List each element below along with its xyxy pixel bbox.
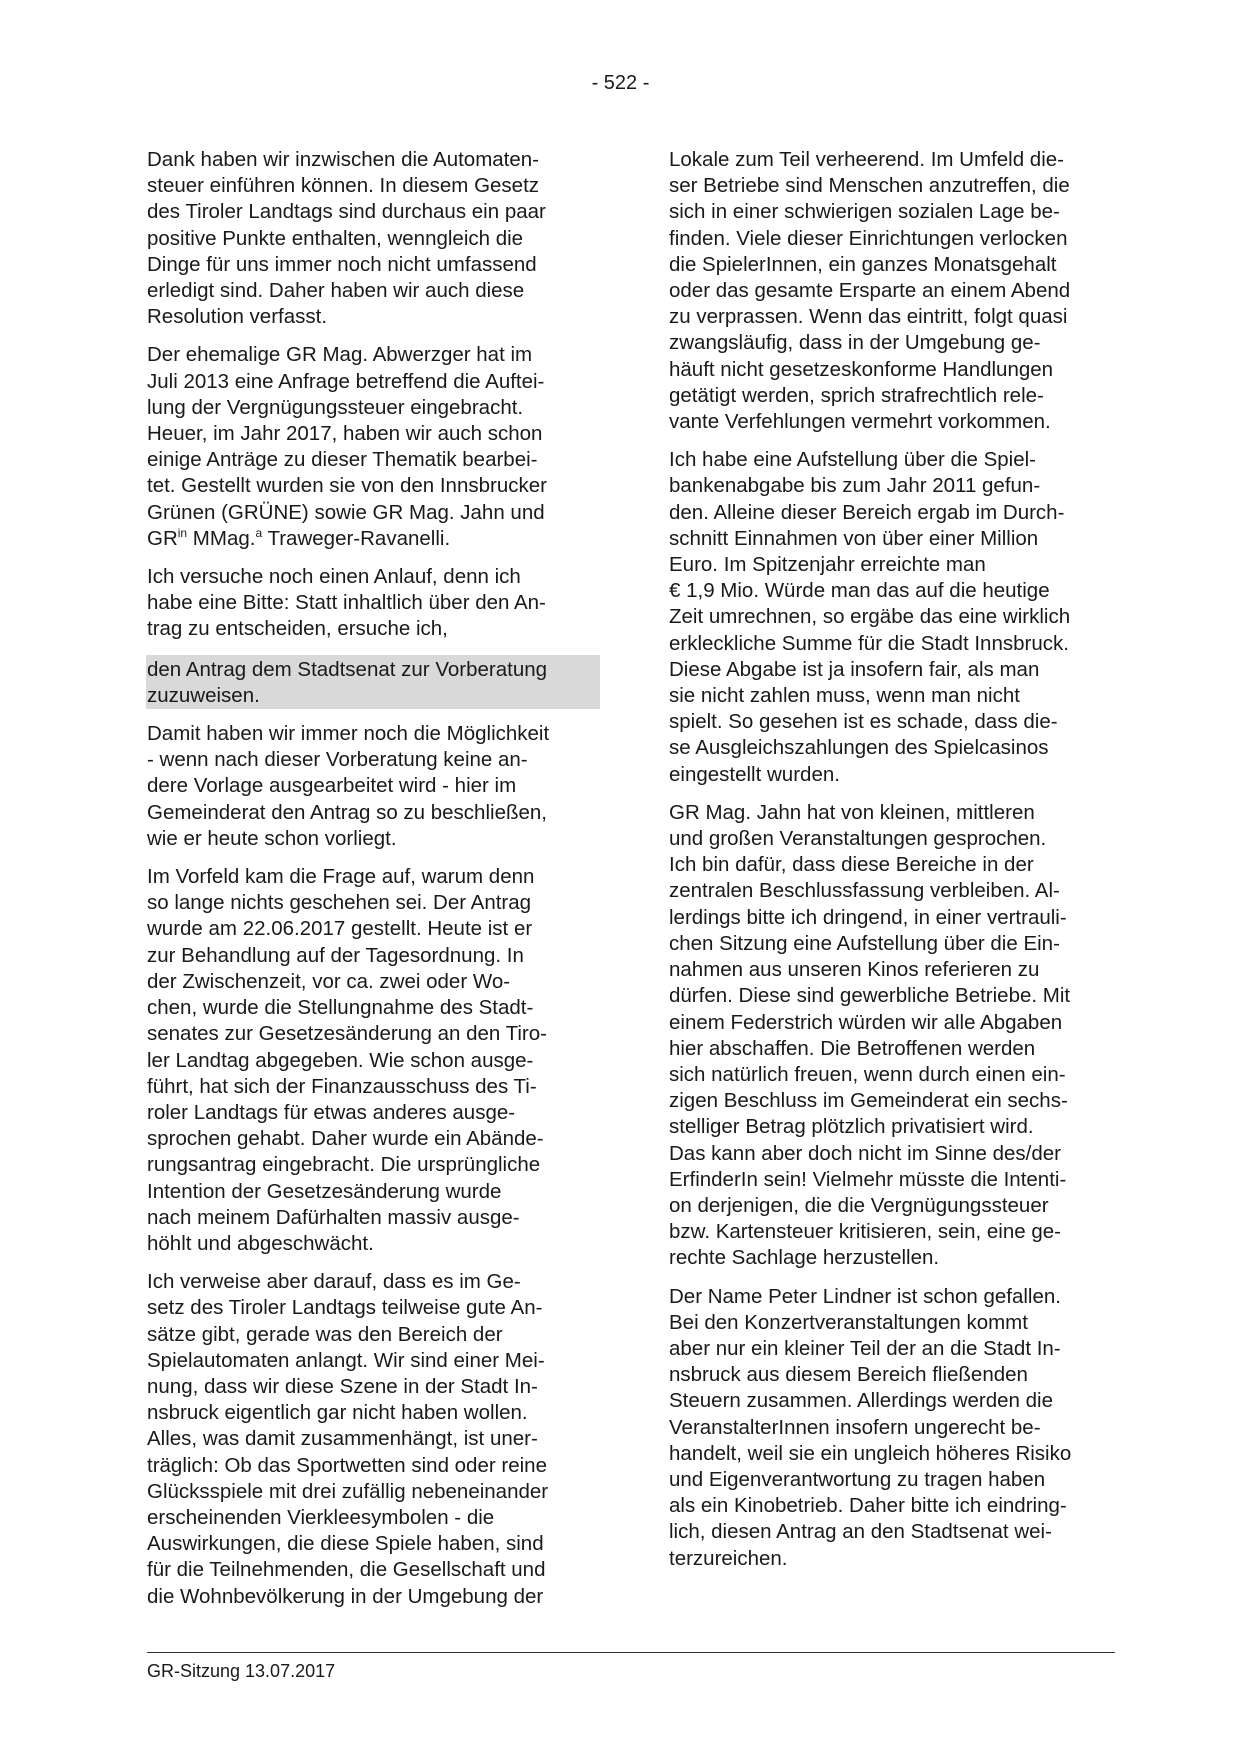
text-line: wurde am 22.06.2017 gestellt. Heute ist er	[147, 917, 533, 941]
text-line: chen, wurde die Stellungnahme des Stadt-	[147, 996, 534, 1020]
text-line: nahmen aus unseren Kinos referieren zu	[669, 958, 1040, 982]
text-line: aber nur ein kleiner Teil der an die Stadt In-	[669, 1336, 1061, 1360]
text-line: zentralen Beschlussfassung verbleiben. Al-	[669, 879, 1060, 903]
gr-superscript: in	[177, 525, 188, 540]
text-line: Ich bin dafür, dass diese Bereiche in der	[669, 853, 1034, 877]
text-line: erkleckliche Summe für die Stadt Innsbruck.	[669, 631, 1069, 655]
text-line: nach meinem Dafürhalten massiv ausge-	[147, 1205, 520, 1229]
gr-text: GR	[147, 526, 178, 550]
text-line: Spielautomaten anlangt. Wir sind einer Mei-	[147, 1348, 545, 1372]
text-line: steuer einführen können. In diesem Gesetz	[147, 174, 540, 198]
text-line: stelliger Betrag plötzlich privatisiert wird.	[669, 1115, 1034, 1139]
text-line: - wenn nach dieser Vorberatung keine an-	[147, 748, 528, 772]
text-line: oder das gesamte Ersparte an einem Abend	[669, 279, 1071, 303]
text-line: einige Anträge zu dieser Thematik bearbei-	[147, 448, 538, 472]
text-line: Juli 2013 eine Anfrage betreffend die Auftei-	[147, 369, 545, 393]
text-line: zu verprassen. Wenn das eintritt, folgt quasi	[669, 305, 1068, 329]
footer-session-date: GR-Sitzung 13.07.2017	[147, 1661, 336, 1681]
text-line: als ein Kinobetrieb. Daher bitte ich eindring-	[669, 1494, 1067, 1518]
text-line: wie er heute schon vorliegt.	[147, 826, 397, 850]
text-line: Ich verweise aber darauf, dass es im Ge-	[147, 1270, 521, 1294]
text-line: ErfinderIn sein! Vielmehr müsste die Intenti-	[669, 1167, 1067, 1191]
text-line: habe eine Bitte: Statt inhaltlich über den An-	[147, 591, 546, 615]
paragraph-6	[147, 1269, 607, 1610]
text-line: Zeit umrechnen, so ergäbe das eine wirklich	[669, 605, 1071, 629]
text-line: getätigt werden, sprich strafrechtlich rele-	[669, 383, 1044, 407]
text-line: Der ehemalige GR Mag. Abwerzger hat im	[147, 343, 533, 367]
paragraph-7	[669, 147, 1129, 435]
text-line: führt, hat sich der Finanzausschuss des Ti-	[147, 1074, 537, 1098]
text-line: lerdings bitte ich dringend, in einer vertrauli-	[669, 905, 1067, 929]
text-line: Auswirkungen, die diese Spiele haben, sind	[147, 1532, 544, 1556]
mmag-superscript: a	[255, 525, 263, 540]
text-line: setz des Tiroler Landtags teilweise gute An-	[147, 1296, 543, 1320]
text-line: rungsantrag eingebracht. Die ursprüngliche	[147, 1153, 541, 1177]
mmag-text: MMag.	[192, 526, 256, 550]
text-line: sich in einer schwierigen sozialen Lage be-	[669, 200, 1060, 224]
text-line: roler Landtags für etwas anderes ausge-	[147, 1100, 516, 1124]
text-line: positive Punkte enthalten, wenngleich die	[147, 226, 524, 250]
text-line: sie nicht zahlen muss, wenn man nicht	[669, 684, 1020, 708]
text-line: und Eigenverantwortung zu tragen haben	[669, 1467, 1046, 1491]
text-line: sich natürlich freuen, wenn durch einen ein-	[669, 1062, 1066, 1086]
text-line: se Ausgleichszahlungen des Spielcasinos	[669, 736, 1049, 760]
paragraph-10	[669, 1284, 1129, 1572]
motion-line: den Antrag dem Stadtsenat zur Vorberatung	[147, 657, 548, 681]
text-line: Glücksspiele mit drei zufällig nebeneinander	[147, 1479, 549, 1503]
right-column	[669, 147, 1129, 1584]
text-line: lung der Vergnügungssteuer eingebracht.	[147, 395, 524, 419]
text-line: spielt. So gesehen ist es schade, dass die-	[669, 710, 1058, 734]
text-line: so lange nichts geschehen sei. Der Antrag	[147, 891, 532, 915]
text-line: Der Name Peter Lindner ist schon gefallen.	[669, 1284, 1061, 1308]
text-line: Alles, was damit zusammenhängt, ist uner-	[147, 1427, 538, 1451]
left-column	[147, 147, 607, 1622]
text-line: Im Vorfeld kam die Frage auf, warum denn	[147, 865, 535, 889]
text-line: Ich versuche noch einen Anlauf, denn ich	[147, 565, 521, 589]
text-line: Ich habe eine Aufstellung über die Spiel-	[669, 448, 1036, 472]
text-line: hier abschaffen. Die Betroffenen werden	[669, 1036, 1036, 1060]
text-line: häuft nicht gesetzeskonforme Handlungen	[669, 357, 1054, 381]
text-line: Grünen (GRÜNE) sowie GR Mag. Jahn und	[147, 500, 545, 524]
text-line: Gemeinderat den Antrag so zu beschließen,	[147, 800, 547, 824]
text-line: zigen Beschluss im Gemeinderat ein sechs-	[669, 1089, 1068, 1113]
text-line: senates zur Gesetzesänderung an den Tiro-	[147, 1022, 547, 1046]
footer-divider	[147, 1652, 1115, 1653]
text-line: Euro. Im Spitzenjahr erreichte man	[669, 553, 986, 577]
text-line: VeranstalterInnen insofern ungerecht be-	[669, 1415, 1041, 1439]
text-line: Heuer, im Jahr 2017, haben wir auch schon	[147, 422, 543, 446]
text-line: dere Vorlage ausgearbeitet wird - hier im	[147, 774, 517, 798]
text-line: ler Landtag abgegeben. Wie schon ausge-	[147, 1048, 534, 1072]
page-number: - 522 -	[591, 72, 650, 94]
text-line: nung, dass wir diese Szene in der Stadt In-	[147, 1374, 538, 1398]
text-line: Steuern zusammen. Allerdings werden die	[669, 1389, 1054, 1413]
paragraph-9	[669, 800, 1129, 1272]
motion-line: zuzuweisen.	[147, 683, 260, 707]
text-line: schnitt Einnahmen von über einer Million	[669, 526, 1039, 550]
text-line: ser Betriebe sind Menschen anzutreffen, die	[669, 174, 1070, 198]
text-line: Dank haben wir inzwischen die Automaten-	[147, 148, 539, 171]
text-line: Das kann aber doch nicht im Sinne des/der	[669, 1141, 1062, 1165]
text-line: erscheinenden Vierkleesymbolen - die	[147, 1505, 495, 1529]
paragraph-3	[147, 564, 607, 643]
text-line: Intention der Gesetzesänderung wurde	[147, 1179, 502, 1203]
text-line: trag zu entscheiden, ersuche ich,	[147, 617, 448, 641]
text-line: bankenabgabe bis zum Jahr 2011 gefun-	[669, 474, 1041, 498]
paragraph-8	[669, 447, 1129, 788]
text-line: on derjenigen, die die Vergnügungssteuer	[669, 1193, 1049, 1217]
text-line: Dinge für uns immer noch nicht umfassend	[147, 252, 537, 276]
text-line: handelt, weil sie ein ungleich höheres Risiko	[669, 1441, 1072, 1465]
text-line: sprochen gehabt. Daher wurde ein Abände-	[147, 1127, 544, 1151]
text-line: zur Behandlung auf der Tagesordnung. In	[147, 943, 524, 967]
text-line: die SpielerInnen, ein ganzes Monatsgehalt	[669, 252, 1057, 276]
text-line: nsbruck aus diesem Bereich fließenden	[669, 1363, 1028, 1387]
paragraph-2	[147, 342, 607, 552]
paragraph-1	[147, 147, 607, 330]
text-line: terzureichen.	[669, 1546, 788, 1570]
text-line: erledigt sind. Daher haben wir auch diese	[147, 279, 525, 303]
text-line: € 1,9 Mio. Würde man das auf die heutige	[669, 579, 1050, 603]
text-line: höhlt und abgeschwächt.	[147, 1231, 374, 1255]
name-text: Traweger-Ravanelli.	[267, 526, 451, 550]
text-line: sätze gibt, gerade was den Bereich der	[147, 1322, 503, 1346]
text-line: der Zwischenzeit, vor ca. zwei oder Wo-	[147, 969, 511, 993]
text-line-with-superscripts	[147, 526, 607, 552]
text-line: Lokale zum Teil verheerend. Im Umfeld die-	[669, 148, 1064, 171]
paragraph-5	[147, 864, 607, 1257]
text-line: den. Alleine dieser Bereich ergab im Durch-	[669, 500, 1065, 524]
text-line: tet. Gestellt wurden sie von den Innsbrucker	[147, 474, 547, 498]
text-line: GR Mag. Jahn hat von kleinen, mittleren	[669, 800, 1035, 824]
text-line: rechte Sachlage herzustellen.	[669, 1246, 940, 1270]
text-line: und großen Veranstaltungen gesprochen.	[669, 827, 1047, 851]
text-line: Diese Abgabe ist ja insofern fair, als man	[669, 657, 1040, 681]
text-line: finden. Viele dieser Einrichtungen verlocken	[669, 226, 1068, 250]
text-line: die Wohnbevölkerung in der Umgebung der	[147, 1584, 544, 1608]
text-line: bzw. Kartensteuer kritisieren, sein, eine ge-	[669, 1220, 1061, 1244]
text-line: nsbruck eigentlich gar nicht haben wollen.	[147, 1401, 528, 1425]
motion-highlight	[146, 655, 600, 709]
paragraph-4	[147, 721, 607, 852]
text-line: vante Verfehlungen vermehrt vorkommen.	[669, 410, 1051, 434]
text-line: für die Teilnehmenden, die Gesellschaft und	[147, 1558, 546, 1582]
text-line: Damit haben wir immer noch die Möglichkeit	[147, 722, 550, 746]
text-line: chen Sitzung eine Aufstellung über die Ein-	[669, 931, 1060, 955]
text-line: Resolution verfasst.	[147, 305, 328, 329]
text-line: träglich: Ob das Sportwetten sind oder reine	[147, 1453, 547, 1477]
text-line: dürfen. Diese sind gewerbliche Betriebe. Mit	[669, 984, 1071, 1008]
text-line: des Tiroler Landtags sind durchaus ein paar	[147, 200, 546, 224]
text-line: einem Federstrich würden wir alle Abgaben	[669, 1010, 1063, 1034]
text-line: eingestellt wurden.	[669, 762, 840, 786]
text-line: lich, diesen Antrag an den Stadtsenat wei-	[669, 1520, 1052, 1544]
text-line: zwangsläufig, dass in der Umgebung ge-	[669, 331, 1041, 355]
text-line: Bei den Konzertveranstaltungen kommt	[669, 1310, 1028, 1334]
